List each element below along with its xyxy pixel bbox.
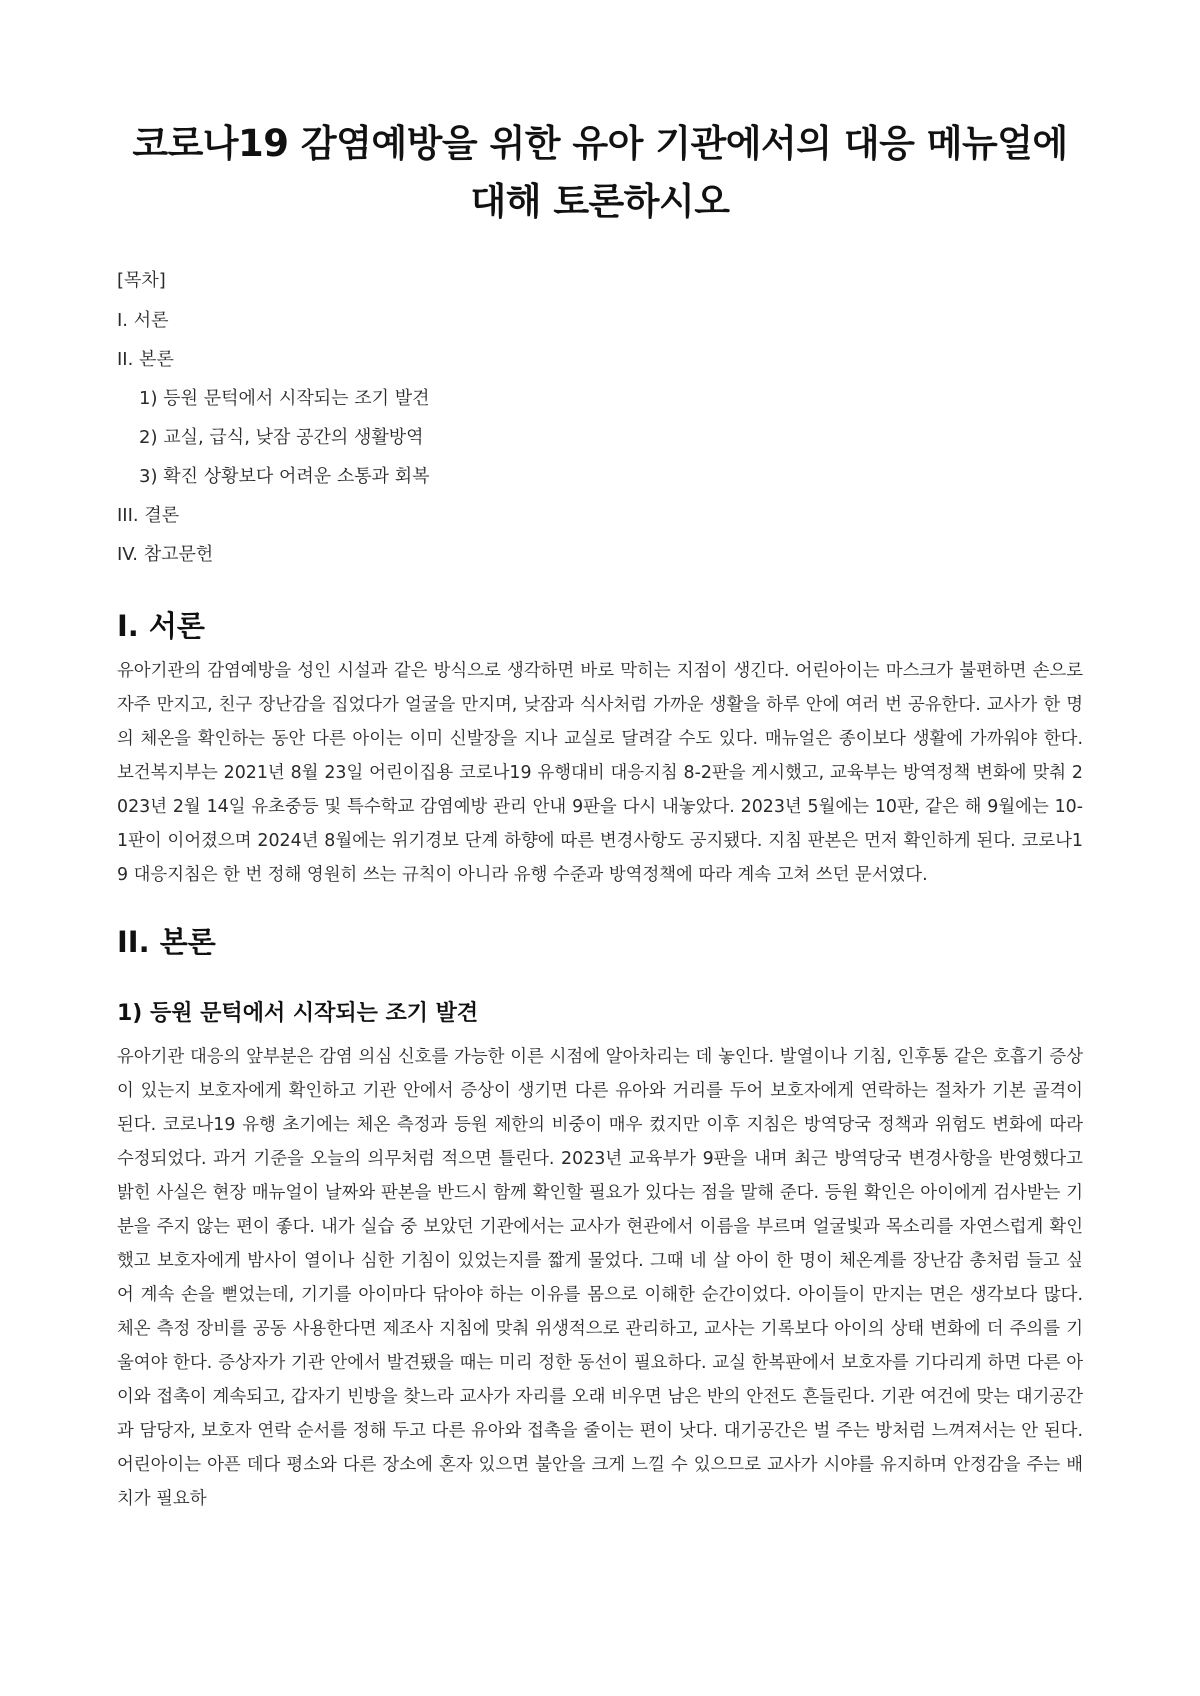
subsection-title-early-detection: 1) 등원 문턱에서 시작되는 조기 발견	[117, 1001, 479, 1026]
toc-list	[117, 301, 1083, 574]
toc-item-body: II. 본론	[117, 349, 174, 370]
document-title: 코로나19 감염예방을 위한 유아 기관에서의 대응 메뉴얼에 대해 토론하시오	[132, 122, 1068, 223]
toc-item-conclusion: III. 결론	[117, 505, 180, 526]
intro-paragraph: 유아기관의 감염예방을 성인 시설과 같은 방식으로 생각하면 바로 막히는 지점이 생긴다. 어린아이는 마스크가 불편하면 손으로 자주 만지고, 친구 장난감을 집었다가 얼굴을 만지며, 낮잠과 식사처럼 가까운 생활을 하루 안에 여러 번 공유한다. 교사가 한 명의 체온을 확인하는 동안 다른 아이는 이미 신발장을 지나 교실로 달려갈 수도 있다. 매뉴얼은 종이보다 생활에 가까워야 한다. 보건복지부는 2021년 8월 23일 어린이집용 코로나19 유행대비 대응지침 8-2판을 게시했고, 교육부는 방역정책 변화에 맞춰 2023년 2월 14일 유초중등 및 특수학교 감염예방 관리 안내 9판을 다시 내놓았다. 2023년 5월에는 10판, 같은 해 9월에는 10-1판이 이어졌으며 2024년 8월에는 위기경보 단계 하향에 따른 변경사항도 공지됐다. 지침 판본은 먼저 확인하게 된다. 코로나19 대응지침은 한 번 정해 영원히 쓰는 규칙이 아니라 유행 수준과 방역정책에 따라 계속 고쳐 쓰던 문서였다.	[117, 661, 1083, 885]
toc-item-references: IV. 참고문헌	[117, 544, 214, 565]
toc-item-body-1: 1) 등원 문턱에서 시작되는 조기 발견	[139, 388, 430, 409]
table-of-contents	[117, 261, 1083, 574]
document-page	[117, 115, 1083, 1516]
toc-heading: [목차]	[117, 270, 166, 291]
section-title-body: II. 본론	[117, 925, 216, 959]
toc-item-intro: I. 서론	[117, 310, 169, 331]
toc-item-body-3: 3) 확진 상황보다 어려운 소통과 회복	[139, 466, 430, 487]
early-detection-paragraph: 유아기관 대응의 앞부분은 감염 의심 신호를 가능한 이른 시점에 알아차리는 데 놓인다. 발열이나 기침, 인후통 같은 호흡기 증상이 있는지 보호자에게 확인하고 기관 안에서 증상이 생기면 다른 유아와 거리를 두어 보호자에게 연락하는 절차가 기본 골격이 된다. 코로나19 유행 초기에는 체온 측정과 등원 제한의 비중이 매우 컸지만 이후 지침은 방역당국 정책과 위험도 변화에 따라 수정되었다. 과거 기준을 오늘의 의무처럼 적으면 틀린다. 2023년 교육부가 9판을 내며 최근 방역당국 변경사항을 반영했다고 밝힌 사실은 현장 매뉴얼이 날짜와 판본을 반드시 함께 확인할 필요가 있다는 점을 말해 준다. 등원 확인은 아이에게 검사받는 기분을 주지 않는 편이 좋다. 내가 실습 중 보았던 기관에서는 교사가 현관에서 이름을 부르며 얼굴빛과 목소리를 자연스럽게 확인했고 보호자에게 밤사이 열이나 심한 기침이 있었는지를 짧게 물었다. 그때 네 살 아이 한 명이 체온계를 장난감 총처럼 들고 싶어 계속 손을 뻗었는데, 기기를 아이마다 닦아야 하는 이유를 몸으로 이해한 순간이었다. 아이들이 만지는 면은 생각보다 많다. 체온 측정 장비를 공동 사용한다면 제조사 지침에 맞춰 위생적으로 관리하고, 교사는 기록보다 아이의 상태 변화에 더 주의를 기울여야 한다. 증상자가 기관 안에서 발견됐을 때는 미리 정한 동선이 필요하다. 교실 한복판에서 보호자를 기다리게 하면 다른 아이와 접촉이 계속되고, 갑자기 빈방을 찾느라 교사가 자리를 오래 비우면 남은 반의 안전도 흔들린다. 기관 여건에 맞는 대기공간과 담당자, 보호자 연락 순서를 정해 두고 다른 유아와 접촉을 줄이는 편이 낫다. 대기공간은 벌 주는 방처럼 느껴져서는 안 된다. 어린아이는 아픈 데다 평소와 다른 장소에 혼자 있으면 불안을 크게 느낄 수 있으므로 교사가 시야를 유지하며 안정감을 주는 배치가 필요하	[117, 1047, 1083, 1509]
section-title-intro: I. 서론	[117, 609, 205, 643]
toc-item-body-2: 2) 교실, 급식, 낮잠 공간의 생활방역	[139, 427, 424, 448]
